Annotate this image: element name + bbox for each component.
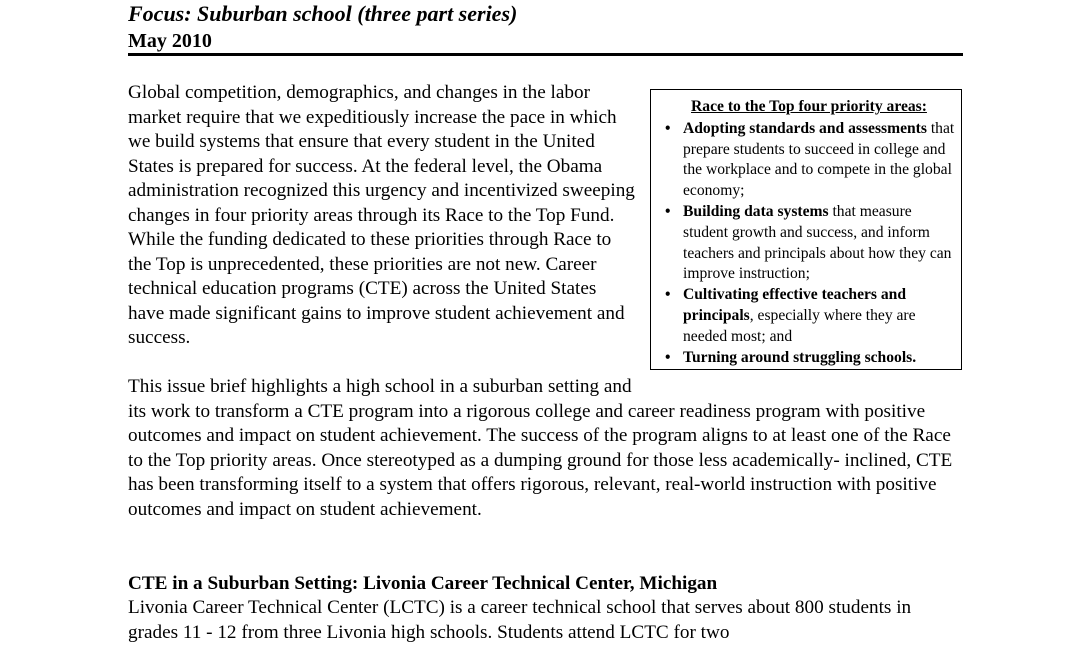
lctc-paragraph: Livonia Career Technical Center (LCTC) is a career technical school that serves about 800 students in grades 11 - 12 from three Livonia high schools. Students attend LCTC for two (128, 597, 912, 643)
bullet-icon: • (665, 202, 671, 220)
priority-item-bold: Adopting standards and assessments (683, 119, 927, 137)
section-heading: CTE in a Suburban Setting: Livonia Career Technical Center, Michigan (128, 573, 718, 594)
priority-item-text: that prepare students to succeed in college and the workplace and to compete in the global economy; (683, 119, 955, 200)
priority-item (663, 285, 955, 347)
intro-paragraph: Global competition, demographics, and changes in the labor market require that we expeditiously increase the pace in which we build systems that ensure that every student in the United States is prepared for success. At the federal level, the Obama administration recognized this urgency and incentivized sweeping changes in four priority areas through its Race to the Top Fund. While the funding dedicated to these priorities through Race to the Top is unprecedented, these priorities are not new. Career technical education programs (CTE) across the United States have made significant gains to improve student achievement and success. (128, 82, 635, 348)
priority-item (663, 202, 955, 285)
bullet-icon: • (665, 348, 671, 366)
priority-areas-sidebar (650, 89, 962, 370)
header-rule (128, 53, 963, 56)
priority-item-text: that measure student growth and success, and inform teachers and principals about how they can improve instruction; (683, 202, 952, 283)
priority-item-bold: Building data systems (683, 202, 829, 220)
bullet-icon: • (665, 286, 671, 304)
priority-list (663, 119, 955, 369)
priority-item-bold: Cultivating effective teachers and principals (683, 286, 907, 324)
priority-item-text: , especially where they are needed most; and (683, 306, 916, 345)
body-text-block (128, 81, 962, 522)
issue-brief-paragraph: This issue brief highlights a high school in a suburban setting and its work to transform a CTE program into a rigorous college and career readiness program with positive outcomes and impact on student achievement. The success of the program aligns to at least one of the Race to the Top priority areas. Once stereotyped as a dumping ground for those less academically- inclined, CTE has been transforming itself to a system that offers rigorous, relevant, real-world instruction with positive outcomes and impact on student achievement. (128, 376, 953, 520)
priority-item-bold: Turning around struggling schools. (683, 348, 917, 366)
series-title: Focus: Suburban school (three part series) (128, 1, 518, 26)
bullet-icon: • (665, 119, 671, 137)
sidebar-title: Race to the Top four priority areas: (691, 98, 927, 115)
priority-item (663, 119, 955, 202)
priority-item (663, 348, 955, 369)
publication-date: May 2010 (128, 30, 212, 52)
